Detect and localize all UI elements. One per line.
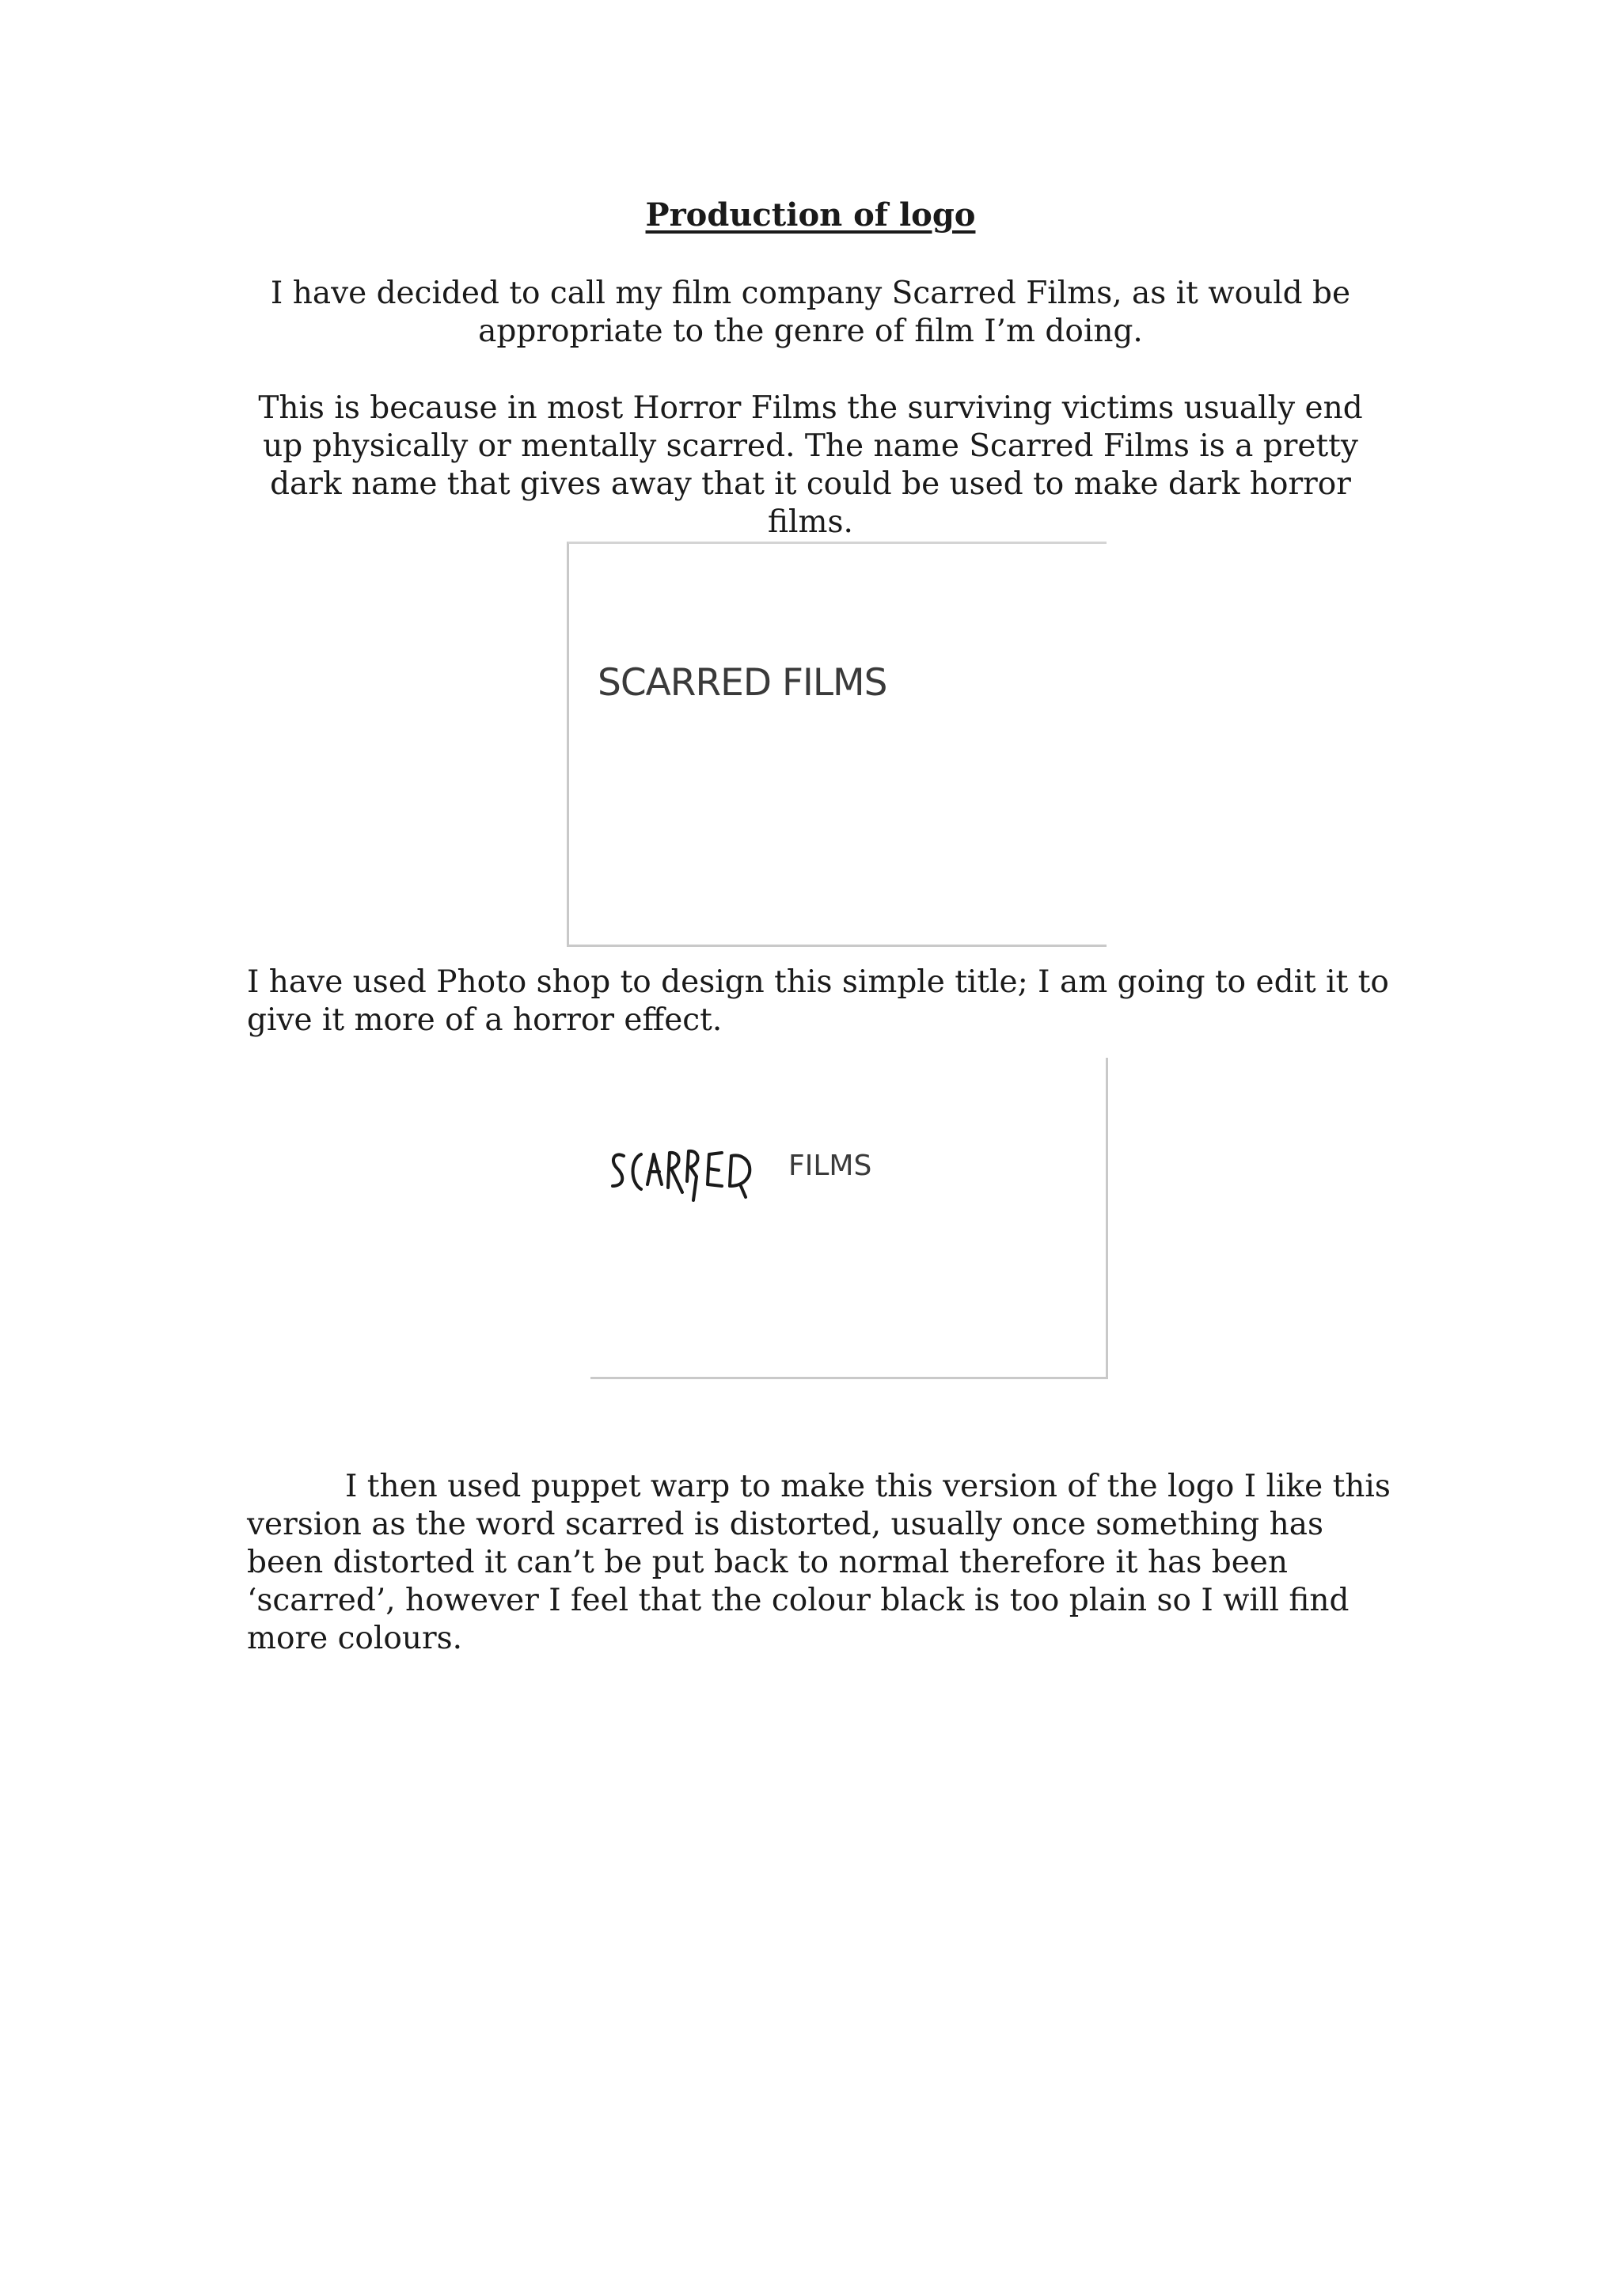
reason-paragraph: This is because in most Horror Films the surviving victims usually end up physically or mentally scarred. The name Scarred Films is a pretty dark name that gives away that it could be used to make dark horror films. — [258, 390, 1363, 540]
simple-logo-text: SCARRED FILMS — [598, 661, 887, 705]
page-title: Production of logo — [645, 196, 976, 234]
warped-logo-films-text: FILMS — [788, 1150, 872, 1182]
puppet-warp-paragraph: I then used puppet warp to make this version of the logo I like this version as the word scarred is distorted, usually once something has been distorted it can’t be put back to normal therefore it has been ‘scarred’, however I feel that the colour black is too plain so I will find more colours. — [247, 1469, 1391, 1656]
warped-logo-image — [590, 1058, 1108, 1379]
intro-paragraph: I have decided to call my film company Scarred Films, as it would be appropriate to the genre of film I’m doing. — [270, 276, 1351, 349]
warped-scarred-lettering — [606, 1137, 788, 1216]
photoshop-paragraph: I have used Photo shop to design this simple title; I am going to edit it to give it more of a horror effect. — [247, 964, 1389, 1038]
simple-logo-image — [567, 542, 1107, 947]
